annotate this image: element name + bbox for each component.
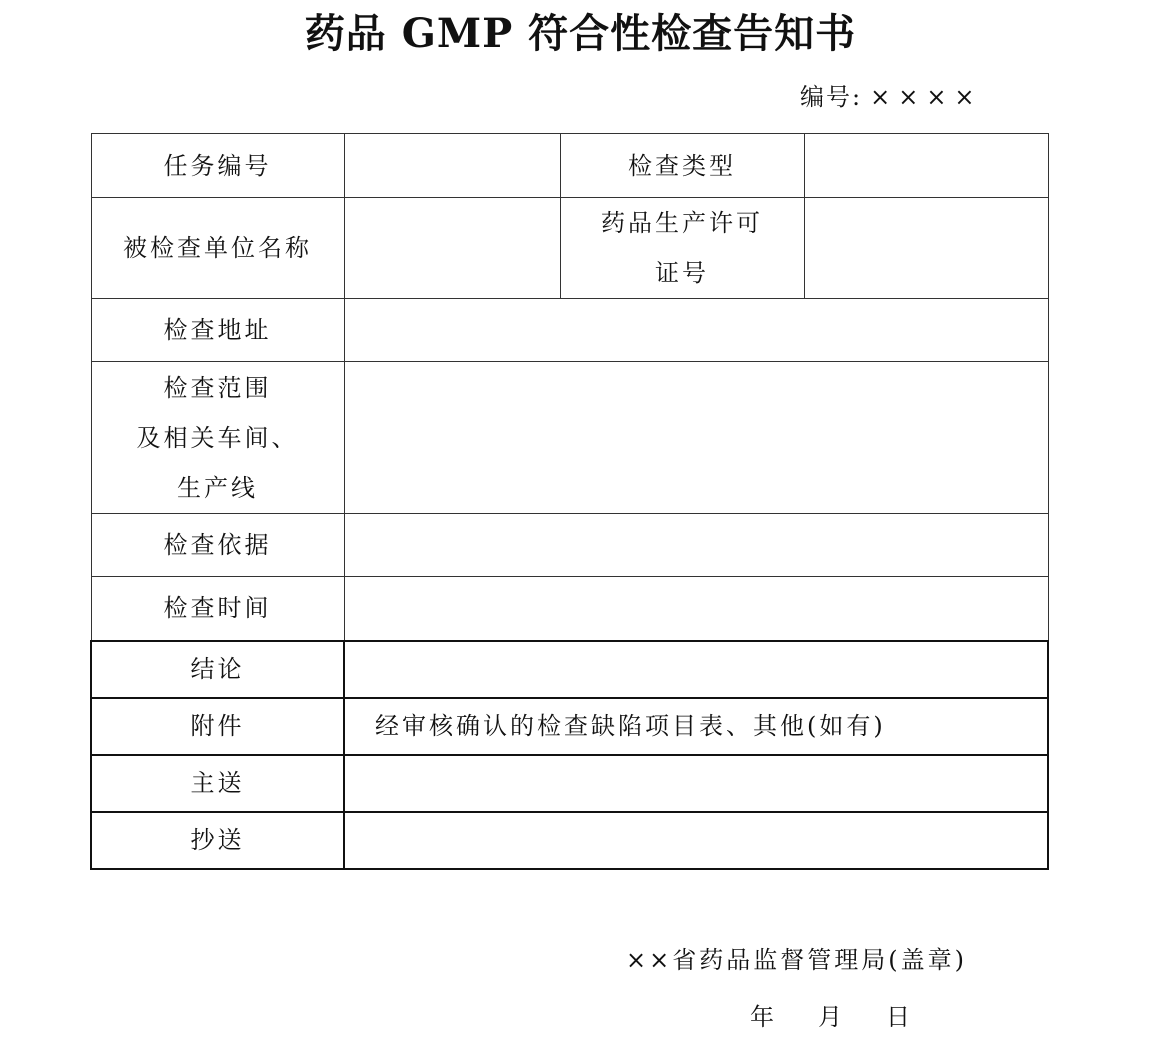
- table-row-main-recipient: [91, 755, 1048, 812]
- inspected-unit-field[interactable]: [344, 198, 560, 299]
- date-month-label: 月: [818, 1003, 842, 1031]
- conclusion-field[interactable]: [344, 641, 1048, 698]
- scope-field[interactable]: [344, 362, 1048, 514]
- scope-label-line2: 及相关车间、: [136, 423, 299, 452]
- conclusion-label: 结论: [91, 641, 344, 698]
- document-number: [800, 80, 983, 114]
- issue-date: [750, 1000, 910, 1034]
- time-label: 检查时间: [91, 577, 344, 641]
- table-row-address: [91, 299, 1048, 362]
- scope-label-line1: 检查范围: [163, 373, 272, 402]
- document-number-label: 编号:: [800, 83, 863, 111]
- license-number-label: [560, 198, 804, 299]
- attachment-label: 附件: [91, 698, 344, 755]
- task-number-field[interactable]: [344, 134, 560, 198]
- license-number-field[interactable]: [804, 198, 1048, 299]
- document-title: 药品 GMP 符合性检查告知书: [304, 10, 857, 57]
- table-row-conclusion: [91, 641, 1048, 698]
- table-row-attachment: [91, 698, 1048, 755]
- table-row-basis: [91, 514, 1048, 577]
- license-label-line1: 药品生产许可: [601, 209, 763, 237]
- attachment-field[interactable]: 经审核确认的检查缺陷项目表、其他(如有): [344, 698, 1048, 755]
- scope-label-line3: 生产线: [177, 473, 258, 502]
- task-number-label: 任务编号: [91, 134, 344, 198]
- inspection-type-label: 检查类型: [560, 134, 804, 198]
- inspected-unit-label: 被检查单位名称: [91, 198, 344, 299]
- inspection-type-field[interactable]: [804, 134, 1048, 198]
- date-day-label: 日: [886, 1003, 910, 1031]
- basis-field[interactable]: [344, 514, 1048, 577]
- cc-field[interactable]: [344, 812, 1048, 869]
- document-number-value: ××××: [870, 83, 983, 111]
- date-year-label: 年: [750, 1003, 774, 1031]
- table-row-scope: [91, 362, 1048, 514]
- issuer-stamp-text: ××省药品监督管理局(盖章): [626, 946, 967, 974]
- table-row-task: [91, 134, 1048, 198]
- time-field[interactable]: [344, 577, 1048, 641]
- table-row-unit: [91, 198, 1048, 299]
- address-field[interactable]: [344, 299, 1048, 362]
- scope-label: [91, 362, 344, 514]
- main-recipient-field[interactable]: [344, 755, 1048, 812]
- main-recipient-label: 主送: [91, 755, 344, 812]
- license-label-line2: 证号: [655, 259, 709, 287]
- basis-label: 检查依据: [91, 514, 344, 577]
- address-label: 检查地址: [91, 299, 344, 362]
- inspection-form-table: [90, 133, 1049, 870]
- cc-label: 抄送: [91, 812, 344, 869]
- table-row-cc: [91, 812, 1048, 869]
- table-row-time: [91, 577, 1048, 641]
